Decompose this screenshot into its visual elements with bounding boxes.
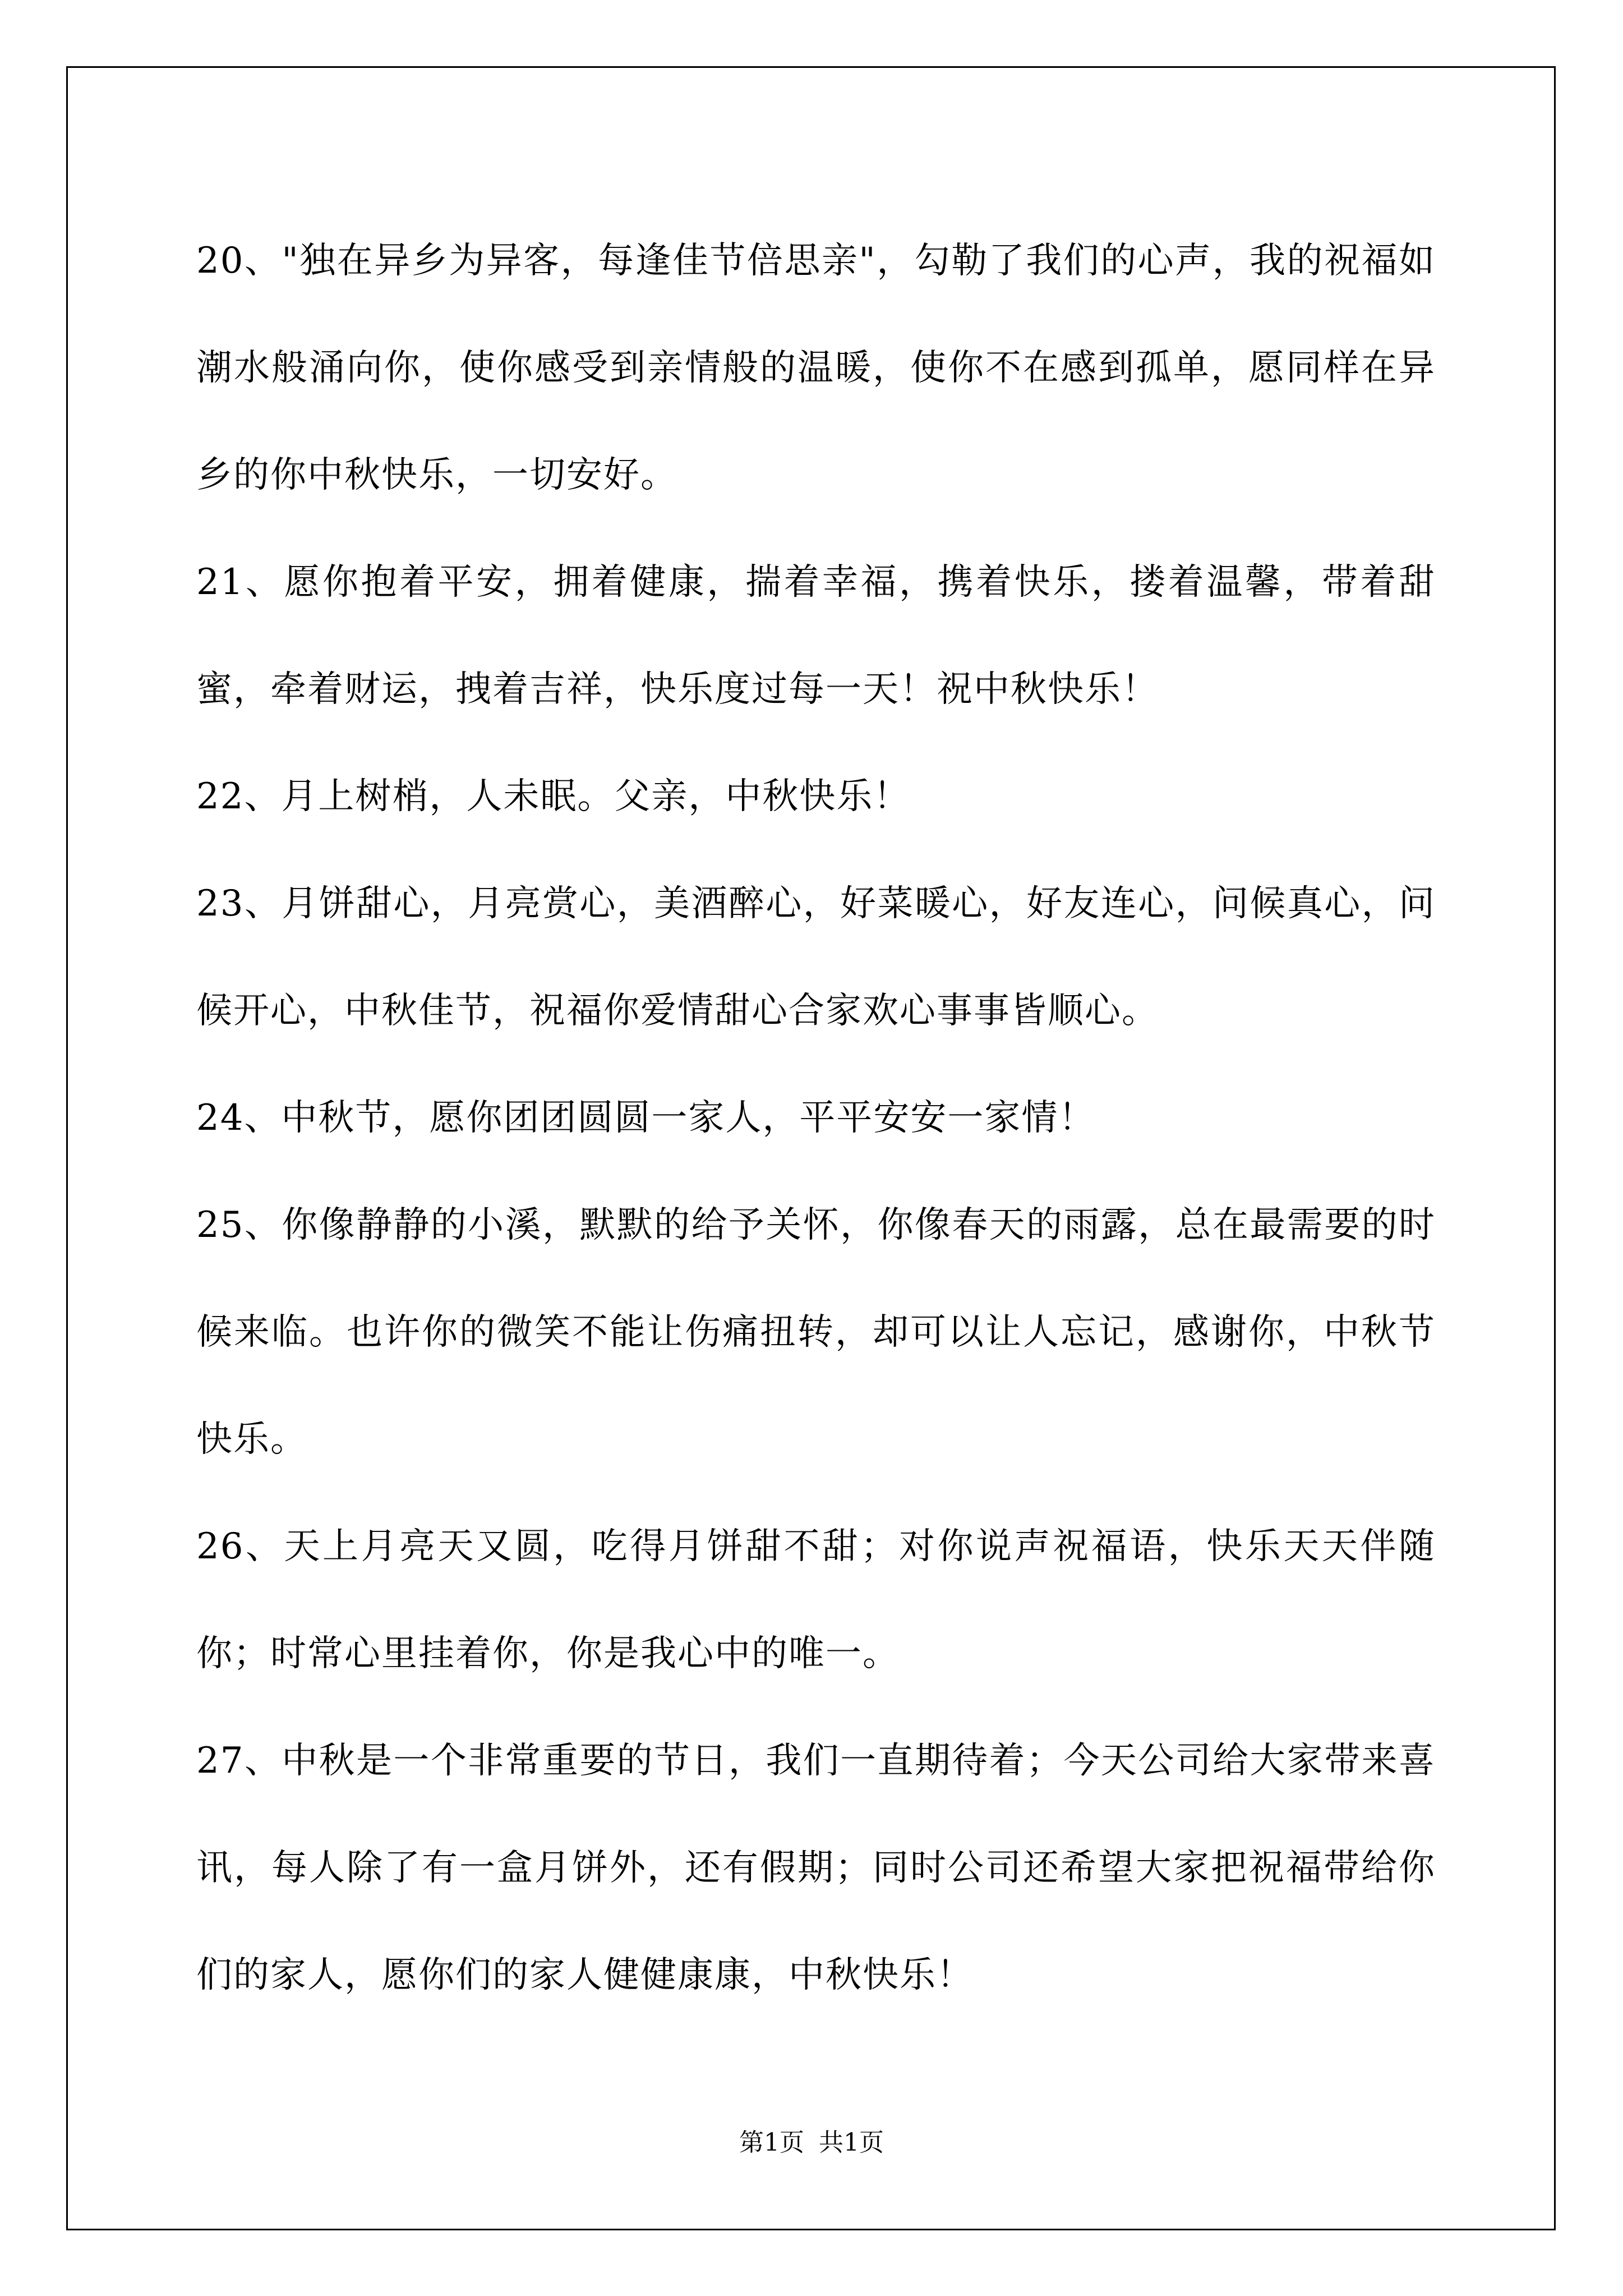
page-footer <box>0 2126 1623 2160</box>
paragraph-26: 26、天上月亮天又圆，吃得月饼甜不甜；对你说声祝福语，快乐天天伴随你；时常心里挂着你，你是我心中的唯一。 <box>196 1526 1436 1674</box>
paragraph-27: 27、中秋是一个非常重要的节日，我们一直期待着；今天公司给大家带来喜讯，每人除了有一盒月饼外，还有假期；同时公司还希望大家把祝福带给你们的家人，愿你们的家人健健康康，中秋快乐！ <box>196 1740 1436 1996</box>
paragraph-22: 22、月上树梢，人未眠。父亲，中秋快乐！ <box>196 776 911 817</box>
paragraph-25: 25、你像静静的小溪，默默的给予关怀，你像春天的雨露，总在最需要的时候来临。也许你的微笑不能让伤痛扭转，却可以让人忘记，感谢你，中秋节快乐。 <box>196 1204 1436 1460</box>
paragraph-21: 21、愿你抱着平安，拥着健康，揣着幸福，携着快乐，搂着温馨，带着甜蜜，牵着财运，拽着吉祥，快乐度过每一天！祝中秋快乐！ <box>196 562 1436 710</box>
paragraph-23: 23、月饼甜心，月亮赏心，美酒醉心，好菜暖心，好友连心，问候真心，问候开心，中秋佳节，祝福你爱情甜心合家欢心事事皆顺心。 <box>196 883 1436 1032</box>
paragraph-24: 24、中秋节，愿你团团圆圆一家人，平平安安一家情！ <box>196 1097 1096 1139</box>
document-body <box>196 208 1436 2029</box>
current-page-label: 第1页 <box>739 2128 804 2157</box>
total-pages-label: 共1页 <box>819 2128 884 2157</box>
paragraph-20: 20、"独在异乡为异客，每逢佳节倍思亲"，勾勒了我们的心声，我的祝福如潮水般涌向你，使你感受到亲情般的温暖，使你不在感到孤单，愿同样在异乡的你中秋快乐，一切安好。 <box>196 240 1436 496</box>
